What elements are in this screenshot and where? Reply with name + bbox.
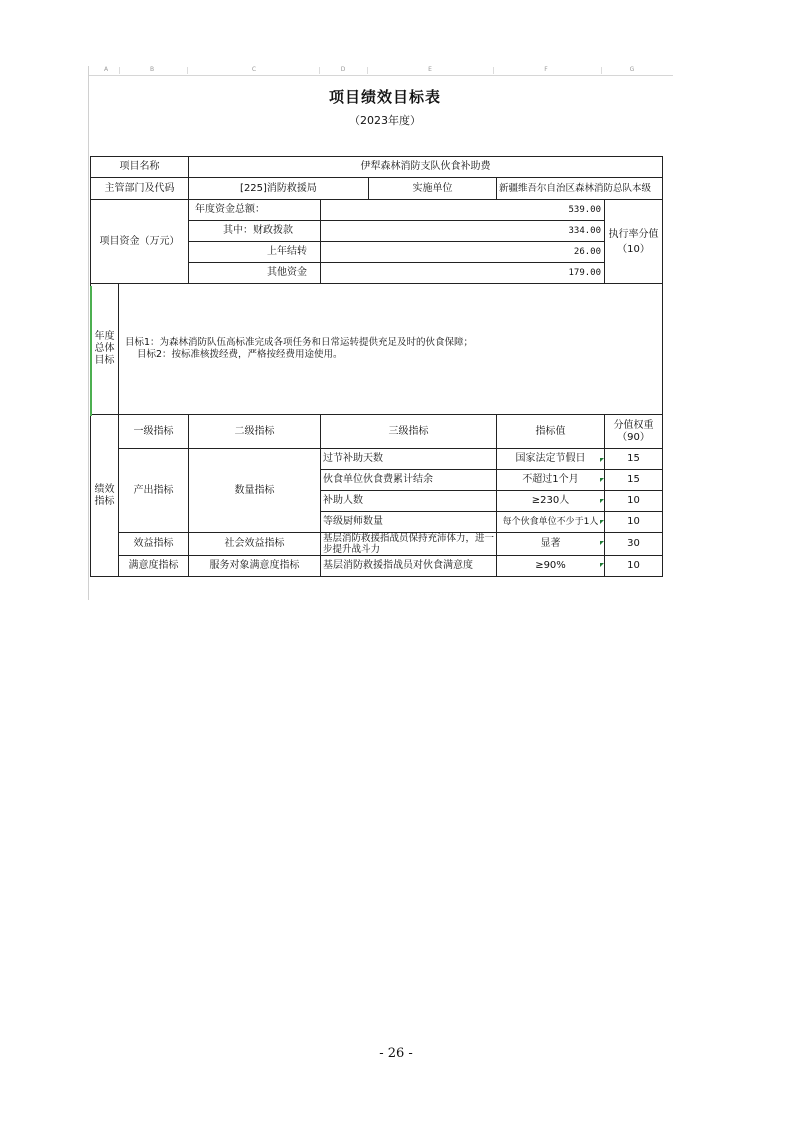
project-name-row	[91, 157, 663, 178]
indicator-weight: 10	[605, 491, 663, 512]
benefit-level2: 社会效益指标	[189, 533, 321, 556]
fund-total-label: 年度资金总额：	[189, 200, 321, 221]
benefit-value: 显著	[497, 533, 605, 556]
page-number: - 26 -	[379, 1046, 413, 1061]
annual-goal-label: 年度总体目标	[91, 284, 119, 415]
implementer-value: 新疆维吾尔自治区森林消防总队本级	[497, 178, 663, 200]
fund-total-value: 539.00	[321, 200, 605, 221]
satisfaction-level3: 基层消防救援指战员对伙食满意度	[321, 556, 497, 577]
implementer-label: 实施单位	[369, 178, 497, 200]
execution-rate-label: 执行率分值（10）	[605, 200, 663, 284]
indicators-label: 绩效指标	[91, 415, 119, 577]
indicator-weight: 15	[605, 449, 663, 470]
project-name-label: 项目名称	[91, 157, 189, 178]
indicator-value: ≥230人	[497, 491, 605, 512]
page-subtitle: （2023年度）	[349, 114, 421, 127]
satisfaction-level1: 满意度指标	[119, 556, 189, 577]
header-level3: 三级指标	[321, 415, 497, 449]
benefit-level3: 基层消防救援指战员保持充沛体力，进一步提升战斗力	[321, 533, 497, 556]
column-letter-e: E	[428, 66, 432, 73]
indicator-weight: 10	[605, 512, 663, 533]
output-label: 产出指标	[119, 449, 189, 533]
department-value: [225]消防救援局	[189, 178, 369, 200]
cell-note-marker	[600, 541, 604, 545]
column-letter-a: A	[103, 66, 109, 73]
indicator-level3: 等级厨师数量	[321, 512, 497, 533]
fund-other-label: 其他资金	[189, 263, 321, 284]
indicator-weight: 15	[605, 470, 663, 491]
fund-fiscal-label: 其中：财政拨款	[189, 221, 321, 242]
goal-1-text: 目标1：为森林消防队伍高标准完成各项任务和日常运转提供充足及时的伙食保障；	[125, 337, 474, 348]
column-letter-g: G	[629, 66, 635, 73]
column-letter-d: D	[340, 66, 346, 73]
cell-note-marker	[600, 499, 604, 503]
indicator-row	[91, 449, 663, 470]
header-value: 指标值	[497, 415, 605, 449]
benefit-weight: 30	[605, 533, 663, 556]
indicator-value: 不超过1个月	[497, 470, 605, 491]
annual-goal-content	[119, 284, 663, 415]
department-label: 主管部门及代码	[91, 178, 189, 200]
fund-fiscal-value: 334.00	[321, 221, 605, 242]
satisfaction-level2: 服务对象满意度指标	[189, 556, 321, 577]
selection-indicator	[90, 286, 92, 416]
satisfaction-row	[91, 556, 663, 577]
benefit-row	[91, 533, 663, 556]
header-level1: 一级指标	[119, 415, 189, 449]
quantity-label: 数量指标	[189, 449, 321, 533]
header-weight: 分值权重（90）	[605, 415, 663, 449]
project-name-value: 伊犁森林消防支队伙食补助费	[189, 157, 663, 178]
department-row	[91, 178, 663, 200]
column-header-bar	[89, 66, 673, 76]
indicator-header-row	[91, 415, 663, 449]
indicator-value: 国家法定节假日	[497, 449, 605, 470]
cell-note-marker	[600, 458, 604, 462]
funds-label: 项目资金（万元）	[91, 200, 189, 284]
fund-carryover-value: 26.00	[321, 242, 605, 263]
benefit-level1: 效益指标	[119, 533, 189, 556]
column-letter-f: F	[544, 66, 548, 73]
page-title: 项目绩效目标表	[328, 88, 441, 106]
indicator-level3: 过节补助天数	[321, 449, 497, 470]
goal-2-text: 目标2：按标准核拨经费，严格按经费用途使用。	[137, 349, 343, 360]
indicator-value: 每个伙食单位不少于1人	[497, 512, 605, 533]
cell-note-marker	[600, 563, 604, 567]
cell-note-marker	[600, 478, 604, 482]
fund-carryover-label: 上年结转	[189, 242, 321, 263]
annual-goal-row	[91, 284, 663, 415]
column-letter-c: C	[251, 66, 257, 73]
column-letter-b: B	[149, 66, 155, 73]
fund-other-value: 179.00	[321, 263, 605, 284]
indicator-level3: 补助人数	[321, 491, 497, 512]
cell-note-marker	[600, 520, 604, 524]
satisfaction-value: ≥90%	[497, 556, 605, 577]
header-level2: 二级指标	[189, 415, 321, 449]
indicator-level3: 伙食单位伙食费累计结余	[321, 470, 497, 491]
performance-goal-table	[90, 156, 663, 577]
satisfaction-weight: 10	[605, 556, 663, 577]
funds-row-total	[91, 200, 663, 221]
